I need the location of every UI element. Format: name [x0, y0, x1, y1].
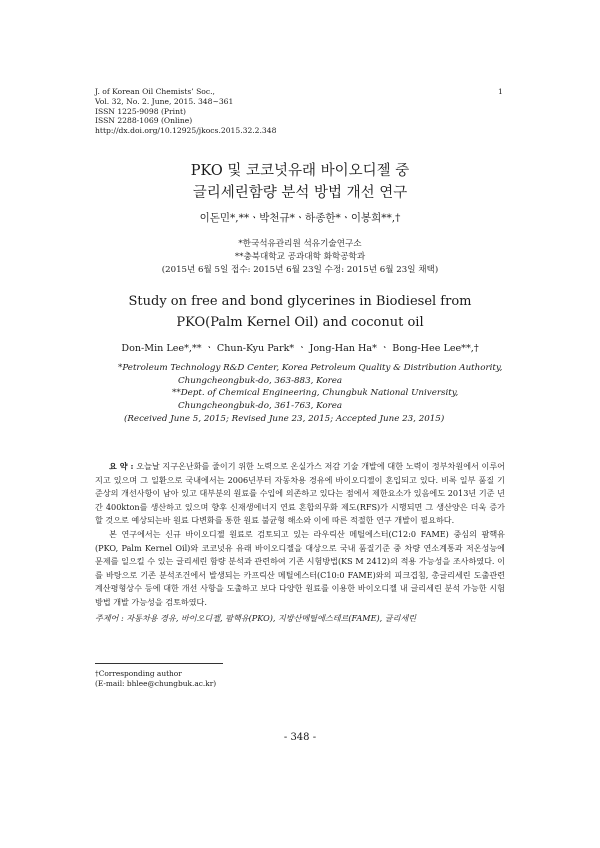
korean-title-line1: PKO 및 코코넛유래 바이오디젤 중 [190, 163, 410, 179]
english-title-line2: PKO(Palm Kernel Oil) and coconut oil [176, 314, 424, 330]
abstract-paragraph-2: 본 연구에서는 신규 바이오디젤 원료로 검토되고 있는 라우릭산 메틸에스터(C12:0 FAME) 중심의 팜핵유(PKO, Palm Kernel Oil)와 코코넛유 유래 바이오디젤을 대상으로 국내 품질기준 중 차량 연소계통과 저온성능에 문제를 일으킬 수 있는 글리세린 함량 분석과 관련하여 기존 시험방법(KS M 2412)의 적용 가능성을 조사하였다. 이를 바탕으로 기존 분석조건에서 발생되는 카프릭산 메틸에스터(C10:0 FAME)와의 피크겹침, 총글리세린 도출관련 계산평형상수 등에 대한 개선 사항을 도출하고 보다 다양한 원료를 이용한 바이오디젤 내 글리세린 분석 가능한 시험방법 개발 가능성을 검토하였다. [95, 528, 505, 607]
english-affiliation-2-location: Chungcheongbuk-do, 361-763, Korea [178, 401, 343, 412]
page-number-bottom: - 348 - [283, 732, 317, 743]
korean-authors: 이돈민*,**ㆍ박천규*ㆍ하종한*ㆍ이봉희**,† [199, 212, 401, 224]
english-title-line1: Study on free and bond glycerines in Biodiesel from [128, 294, 472, 309]
korean-title-line2: 글리세린함량 분석 방법 개선 연구 [192, 185, 408, 201]
korean-affiliation-1: *한국석유관리원 석유기술연구소 [238, 239, 362, 249]
korean-title [0, 160, 600, 204]
issn-online: ISSN 2288-1069 (Online) [95, 116, 193, 126]
english-affiliation-2: **Dept. of Chemical Engineering, Chungbuk National University, [172, 388, 459, 399]
page-number-top: 1 [498, 87, 503, 96]
english-authors: Don-Min Lee*,** ㆍ Chun-Kyu Park* ㆍ Jong-Han Ha* ㆍ Bong-Hee Lee**,† [121, 343, 479, 354]
footnote [95, 669, 216, 689]
journal-name: J. of Korean Oil Chemists’ Soc., [95, 87, 215, 96]
journal-volume: Vol. 32, No. 2. June, 2015. 348~361 [95, 96, 234, 106]
korean-dates: (2015년 6월 5일 접수: 2015년 6월 23일 수정: 2015년 6월 23일 채택) [161, 264, 439, 275]
english-title [0, 292, 600, 333]
english-affiliation-1-location: Chungcheongbuk-do, 363-883, Korea [178, 375, 343, 386]
doi-link[interactable]: http://dx.doi.org/10.12925/jkocs.2015.32.2.348 [95, 126, 277, 136]
issn-print: ISSN 1225-9098 (Print) [95, 106, 186, 116]
english-affiliations [118, 362, 503, 426]
korean-affiliations [0, 238, 600, 276]
author-email: (E-mail: bhlee@chungbuk.ac.kr) [95, 678, 217, 688]
abstract-text-1: 오늘날 지구온난화를 줄이기 위한 노력으로 온실가스 저감 기술 개발에 대한 노력이 정부차원에서 이루어지고 있으며 그 일환으로 국내에서는 2006년부터 자동차용 경유에 바이오디젤이 혼입되고 있다. 비록 일부 품질 기준상의 개선사항이 남아 있고 대부분의 원료를 수입에 의존하고 있다는 점에서 제한요소가 있음에도 2013년 기준 년간 400kton를 생산하고 있으며 향후 신재생에너지 연료 혼합의무화 제도(RFS)가 시행되면 그 생산양은 더욱 증가할 것으로 예상되는바 원료 다변화를 통한 원료 불균형 해소와 이에 따른 적절한 연구 개발이 필요하다. [95, 461, 506, 526]
korean-affiliation-2: **충북대학교 공과대학 화학공학과 [234, 251, 366, 262]
journal-info [95, 87, 276, 136]
abstract-label: 요 약 : [109, 461, 134, 471]
english-dates: (Received June 5, 2015; Revised June 23, 2015; Accepted June 23, 2015) [124, 413, 445, 424]
english-affiliation-1: *Petroleum Technology R&D Center, Korea Petroleum Quality & Distribution Authority, [118, 363, 503, 373]
keywords: 주제어 : 자동차용 경유, 바이오디젤, 팜핵유(PKO), 지방산메틸에스테르(FAME), 글리세린 [95, 613, 417, 623]
abstract-paragraph-1 [95, 460, 505, 528]
abstract [95, 460, 505, 610]
corresponding-author: †Corresponding author [95, 669, 182, 678]
footnote-divider [95, 663, 223, 664]
